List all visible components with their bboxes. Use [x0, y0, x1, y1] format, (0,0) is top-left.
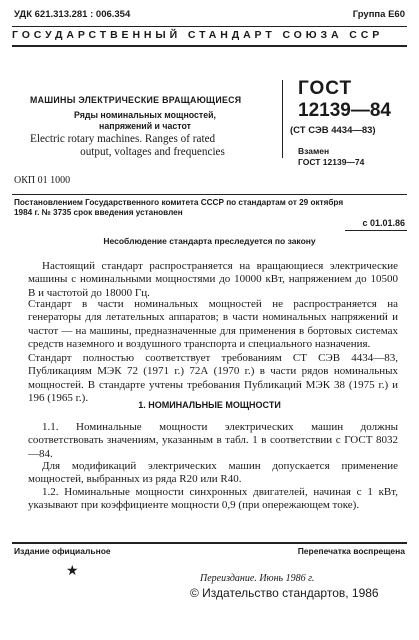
- gost-label: ГОСТ: [298, 78, 353, 99]
- standard-title-en-2: output, voltages and frequencies: [80, 146, 225, 158]
- decree-line-1: Постановлением Государственного комитета СССР по стандартам от 29 октября: [14, 198, 344, 207]
- clause-1-2: 1.2. Номинальные мощности синхронных двигателей, начиная с 1 кВт, указывают при коэффициенте мощности 0,9 (при опережающем токе).: [28, 486, 398, 512]
- section-title: 1. НОМИНАЛЬНЫЕ МОЩНОСТИ: [138, 400, 281, 410]
- official-edition: Издание официальное: [14, 546, 111, 556]
- paragraph-compliance: Стандарт полностью соответствует требованиям СТ СЭВ 4434—83, Публикациям МЭК 72 (1971 г.) 72А (1970 г.) в части рядов номинальных мощностей. В стандарте учтены требования Публикаций МЭК 38 (1975 г.) и 196 (1965 г.).: [28, 352, 398, 404]
- paragraph-modifications: Для модификаций электрических машин допускается применение мощностей, выбранных из ряда R20 или R40.: [28, 460, 398, 486]
- law-warning: Несоблюдение стандарта преследуется по закону: [103, 236, 316, 246]
- reissue-note: Переиздание. Июнь 1986 г.: [200, 573, 315, 584]
- replaced-standard: ГОСТ 12139—74: [298, 157, 365, 167]
- paragraph-exclusions: Стандарт в части номинальных мощностей не распространяется на генераторы для летательных аппаратов; в части номинальных напряжений и частот — на машины, предназначенные для применения в бортовых системах средств наземного и воздушного транспорта и специального назначения.: [28, 298, 398, 350]
- udk-code: УДК 621.313.281 : 006.354: [14, 9, 131, 20]
- header-rule-bottom: [12, 45, 407, 47]
- state-standard-banner: ГОСУДАРСТВЕННЫЙ СТАНДАРТ СОЮЗА ССР: [12, 29, 384, 41]
- reprint-prohibited: Перепечатка воспрещена: [297, 546, 405, 556]
- replaces-label: Взамен: [298, 146, 330, 156]
- group-code: Группа Е60: [352, 9, 405, 20]
- date-underline: [345, 230, 407, 231]
- standard-subtitle-ru-2: напряжений и частот: [99, 121, 191, 131]
- star-icon: ★: [66, 564, 79, 579]
- standard-subtitle-ru-1: Ряды номинальных мощностей,: [74, 110, 216, 120]
- okp-code: ОКП 01 1000: [14, 175, 71, 186]
- header-rule-top: [12, 26, 407, 27]
- decree-line-2: 1984 г. № 3735 срок введения установлен: [14, 208, 183, 217]
- title-rule: [12, 194, 407, 195]
- effective-date: с 01.01.86: [362, 218, 405, 228]
- clause-1-1: 1.1. Номинальные мощности электрических машин должны соответствовать значениям, указанным в табл. 1 в соответствии с ГОСТ 8032—84.: [28, 421, 398, 460]
- title-divider: [282, 80, 283, 158]
- gost-number: 12139—84: [298, 100, 391, 121]
- paragraph-scope: Настоящий стандарт распространяется на вращающиеся электрические машины с номинальными мощностями до 10000 кВт, напряжением до 10500 В и частотой до 18000 Гц.: [28, 260, 398, 299]
- copyright: © Издательство стандартов, 1986: [190, 586, 379, 600]
- standard-title-en-1: Electric rotary machines. Ranges of rated: [30, 133, 216, 145]
- cmea-standard: (СТ СЭВ 4434—83): [290, 125, 376, 136]
- footer-rule: [12, 542, 407, 544]
- standard-title-ru: МАШИНЫ ЭЛЕКТРИЧЕСКИЕ ВРАЩАЮЩИЕСЯ: [30, 95, 242, 105]
